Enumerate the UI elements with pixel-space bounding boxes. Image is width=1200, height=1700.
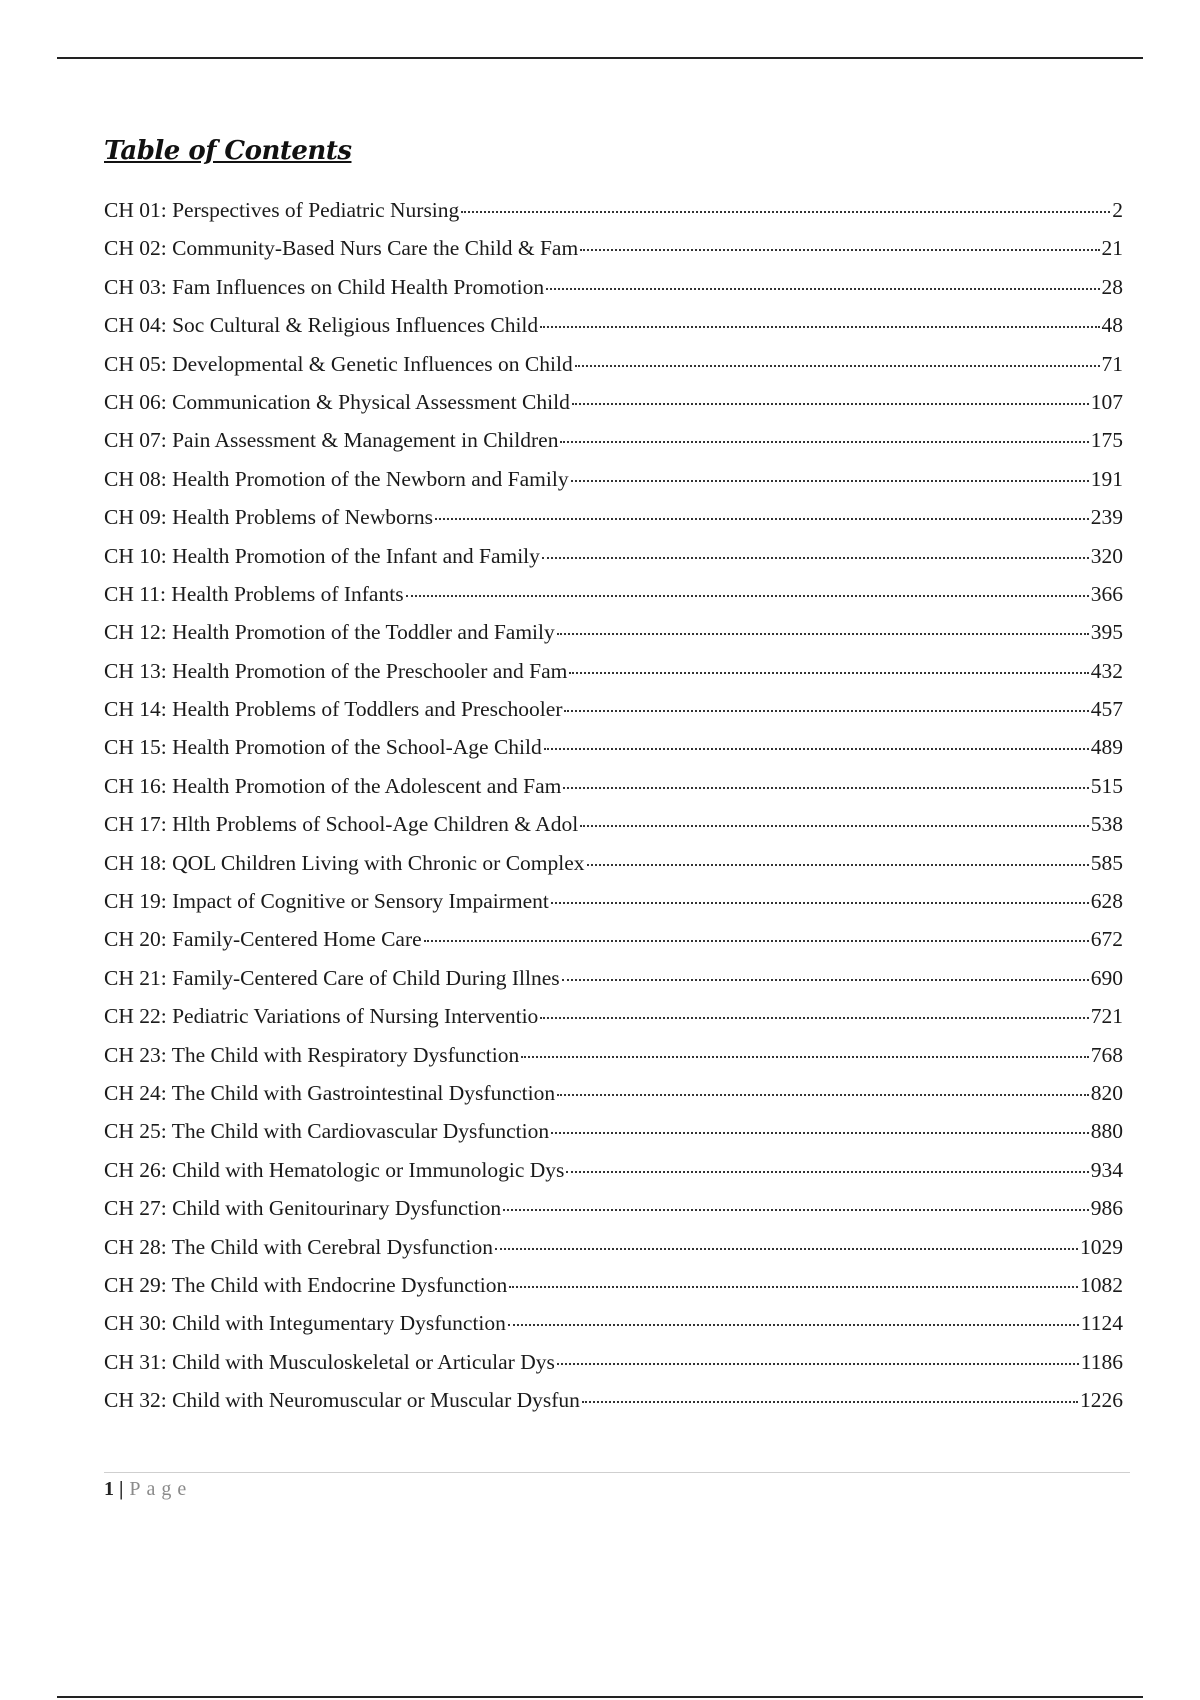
dot-leader (557, 633, 1089, 635)
toc-entry-page: 320 (1090, 543, 1123, 568)
dot-leader (563, 787, 1088, 789)
toc-entry-label: CH 16: Health Promotion of the Adolescent and Fam (104, 773, 562, 798)
toc-entry-label: CH 18: QOL Children Living with Chronic or Complex (104, 850, 585, 875)
toc-entry-page: 672 (1090, 927, 1123, 952)
toc-entry-page: 768 (1090, 1042, 1123, 1067)
dot-leader (572, 403, 1089, 405)
toc-entry-page: 21 (1101, 236, 1123, 261)
toc-entry-page: 934 (1090, 1157, 1123, 1182)
toc-entry[interactable] (104, 505, 1123, 543)
toc-entry-label: CH 22: Pediatric Variations of Nursing Interventio (104, 1004, 539, 1029)
toc-entry-page: 820 (1090, 1080, 1123, 1105)
toc-entry-label: CH 08: Health Promotion of the Newborn and Family (104, 466, 569, 491)
toc-entry[interactable] (104, 812, 1123, 850)
dot-leader (540, 1017, 1088, 1019)
toc-entry[interactable] (104, 275, 1123, 313)
dot-leader (503, 1209, 1089, 1211)
toc-entry[interactable] (104, 851, 1123, 889)
toc-entry[interactable] (104, 927, 1123, 965)
toc-entry-label: CH 09: Health Problems of Newborns (104, 505, 434, 530)
toc-entry-page: 457 (1090, 697, 1123, 722)
toc-entry[interactable] (104, 236, 1123, 274)
toc-entry-label: CH 25: The Child with Cardiovascular Dysfunction (104, 1119, 550, 1144)
toc-entry-page: 28 (1101, 274, 1123, 299)
toc-entry-label: CH 24: The Child with Gastrointestinal Dysfunction (104, 1080, 556, 1105)
toc-list (104, 198, 1123, 1427)
toc-entry-label: CH 17: Hlth Problems of School-Age Children & Adol (104, 812, 579, 837)
toc-entry-label: CH 29: The Child with Endocrine Dysfunction (104, 1272, 508, 1297)
toc-entry-page: 628 (1090, 889, 1123, 914)
toc-entry[interactable] (104, 352, 1123, 390)
dot-leader (580, 825, 1089, 827)
toc-entry-page: 585 (1090, 850, 1123, 875)
toc-entry-label: CH 10: Health Promotion of the Infant and Family (104, 543, 540, 568)
toc-entry[interactable] (104, 697, 1123, 735)
toc-entry-page: 366 (1090, 581, 1123, 606)
toc-entry-label: CH 07: Pain Assessment & Management in Children (104, 428, 559, 453)
toc-entry-label: CH 01: Perspectives of Pediatric Nursing (104, 198, 460, 222)
bottom-rule (57, 1696, 1143, 1698)
dot-leader (557, 1363, 1079, 1365)
toc-entry-page: 191 (1090, 466, 1123, 491)
toc-entry-page: 48 (1101, 313, 1123, 338)
dot-leader (521, 1056, 1089, 1058)
toc-entry-page: 538 (1090, 812, 1123, 837)
dot-leader (509, 1286, 1078, 1288)
toc-entry[interactable] (104, 659, 1123, 697)
toc-entry[interactable] (104, 620, 1123, 658)
dot-leader (560, 441, 1088, 443)
toc-entry[interactable] (104, 582, 1123, 620)
header-rule (57, 57, 1143, 59)
dot-leader (566, 1171, 1088, 1173)
dot-leader (551, 902, 1089, 904)
toc-entry[interactable] (104, 889, 1123, 927)
toc-entry[interactable] (104, 1235, 1123, 1273)
toc-entry-page: 1082 (1080, 1272, 1123, 1297)
dot-leader (544, 748, 1089, 750)
toc-entry[interactable] (104, 1350, 1123, 1388)
dot-leader (546, 288, 1099, 290)
toc-entry-page: 2 (1112, 198, 1123, 222)
page-separator: | (119, 1478, 124, 1500)
toc-entry-label: CH 04: Soc Cultural & Religious Influences Child (104, 313, 539, 338)
toc-entry-label: CH 14: Health Problems of Toddlers and Preschooler (104, 697, 563, 722)
toc-entry-label: CH 30: Child with Integumentary Dysfunction (104, 1311, 506, 1336)
toc-entry-page: 880 (1090, 1119, 1123, 1144)
toc-entry[interactable] (104, 1004, 1123, 1042)
dot-leader (580, 249, 1099, 251)
toc-entry-page: 432 (1090, 658, 1123, 683)
toc-entry-label: CH 05: Developmental & Genetic Influences on Child (104, 351, 573, 376)
page-number: 1 (104, 1478, 114, 1500)
dot-leader (542, 557, 1089, 559)
toc-entry-label: CH 21: Family-Centered Care of Child During Illnes (104, 965, 560, 990)
dot-leader (571, 480, 1089, 482)
page-footer (104, 1478, 192, 1501)
toc-entry-label: CH 02: Community-Based Nurs Care the Child & Fam (104, 236, 579, 261)
dot-leader (582, 1401, 1078, 1403)
toc-entry[interactable] (104, 198, 1123, 236)
toc-entry-page: 395 (1090, 620, 1123, 645)
toc-entry[interactable] (104, 966, 1123, 1004)
dot-leader (508, 1324, 1079, 1326)
toc-entry[interactable] (104, 1043, 1123, 1081)
toc-entry[interactable] (104, 1311, 1123, 1349)
toc-entry[interactable] (104, 390, 1123, 428)
dot-leader (435, 518, 1089, 520)
toc-entry-page: 986 (1090, 1196, 1123, 1221)
toc-entry-label: CH 28: The Child with Cerebral Dysfunction (104, 1234, 493, 1259)
toc-entry[interactable] (104, 774, 1123, 812)
toc-entry-page: 107 (1090, 389, 1123, 414)
toc-entry-label: CH 06: Communication & Physical Assessment Child (104, 389, 570, 414)
toc-title: Table of Contents (104, 136, 352, 166)
dot-leader (461, 211, 1110, 213)
toc-entry-page: 1226 (1080, 1388, 1123, 1413)
toc-entry-page: 239 (1090, 505, 1123, 530)
toc-entry[interactable] (104, 735, 1123, 773)
dot-leader (424, 940, 1089, 942)
toc-entry-label: CH 26: Child with Hematologic or Immunologic Dys (104, 1157, 565, 1182)
toc-entry-label: CH 23: The Child with Respiratory Dysfunction (104, 1042, 520, 1067)
dot-leader (587, 864, 1089, 866)
toc-entry-page: 721 (1090, 1004, 1123, 1029)
dot-leader (540, 326, 1099, 328)
toc-entry-label: CH 20: Family-Centered Home Care (104, 927, 422, 952)
toc-entry-label: CH 13: Health Promotion of the Preschooler and Fam (104, 658, 568, 683)
toc-entry-label: CH 31: Child with Musculoskeletal or Articular Dys (104, 1349, 555, 1374)
toc-entry-page: 690 (1090, 965, 1123, 990)
toc-entry-page: 1029 (1080, 1234, 1123, 1259)
toc-entry-page: 71 (1101, 351, 1123, 376)
footer-rule (104, 1472, 1130, 1473)
dot-leader (406, 595, 1089, 597)
toc-entry[interactable] (104, 313, 1123, 351)
toc-entry-page: 1186 (1080, 1349, 1123, 1374)
toc-entry-label: CH 27: Child with Genitourinary Dysfunction (104, 1196, 502, 1221)
toc-entry-page: 489 (1090, 735, 1123, 760)
dot-leader (557, 1094, 1089, 1096)
toc-entry-label: CH 32: Child with Neuromuscular or Muscular Dysfun (104, 1388, 580, 1413)
dot-leader (562, 979, 1089, 981)
toc-entry-label: CH 15: Health Promotion of the School-Age Child (104, 735, 542, 760)
toc-entry-page: 515 (1090, 773, 1123, 798)
toc-entry-page: 175 (1090, 428, 1123, 453)
toc-entry[interactable] (104, 1119, 1123, 1157)
toc-entry[interactable] (104, 1273, 1123, 1311)
dot-leader (551, 1132, 1089, 1134)
toc-entry[interactable] (104, 544, 1123, 582)
toc-entry-label: CH 19: Impact of Cognitive or Sensory Impairment (104, 889, 549, 914)
toc-entry-label: CH 11: Health Problems of Infants (104, 581, 404, 606)
dot-leader (569, 672, 1088, 674)
toc-entry-label: CH 03: Fam Influences on Child Health Promotion (104, 274, 545, 299)
page-word: Page (129, 1478, 193, 1500)
toc-entry[interactable] (104, 1081, 1123, 1119)
toc-entry[interactable] (104, 1158, 1123, 1196)
toc-entry[interactable] (104, 467, 1123, 505)
dot-leader (575, 365, 1100, 367)
toc-entry[interactable] (104, 1196, 1123, 1234)
dot-leader (495, 1248, 1078, 1250)
toc-entry[interactable] (104, 1388, 1123, 1426)
dot-leader (564, 710, 1088, 712)
toc-entry-label: CH 12: Health Promotion of the Toddler and Family (104, 620, 555, 645)
toc-entry-page: 1124 (1080, 1311, 1123, 1336)
toc-entry[interactable] (104, 428, 1123, 466)
